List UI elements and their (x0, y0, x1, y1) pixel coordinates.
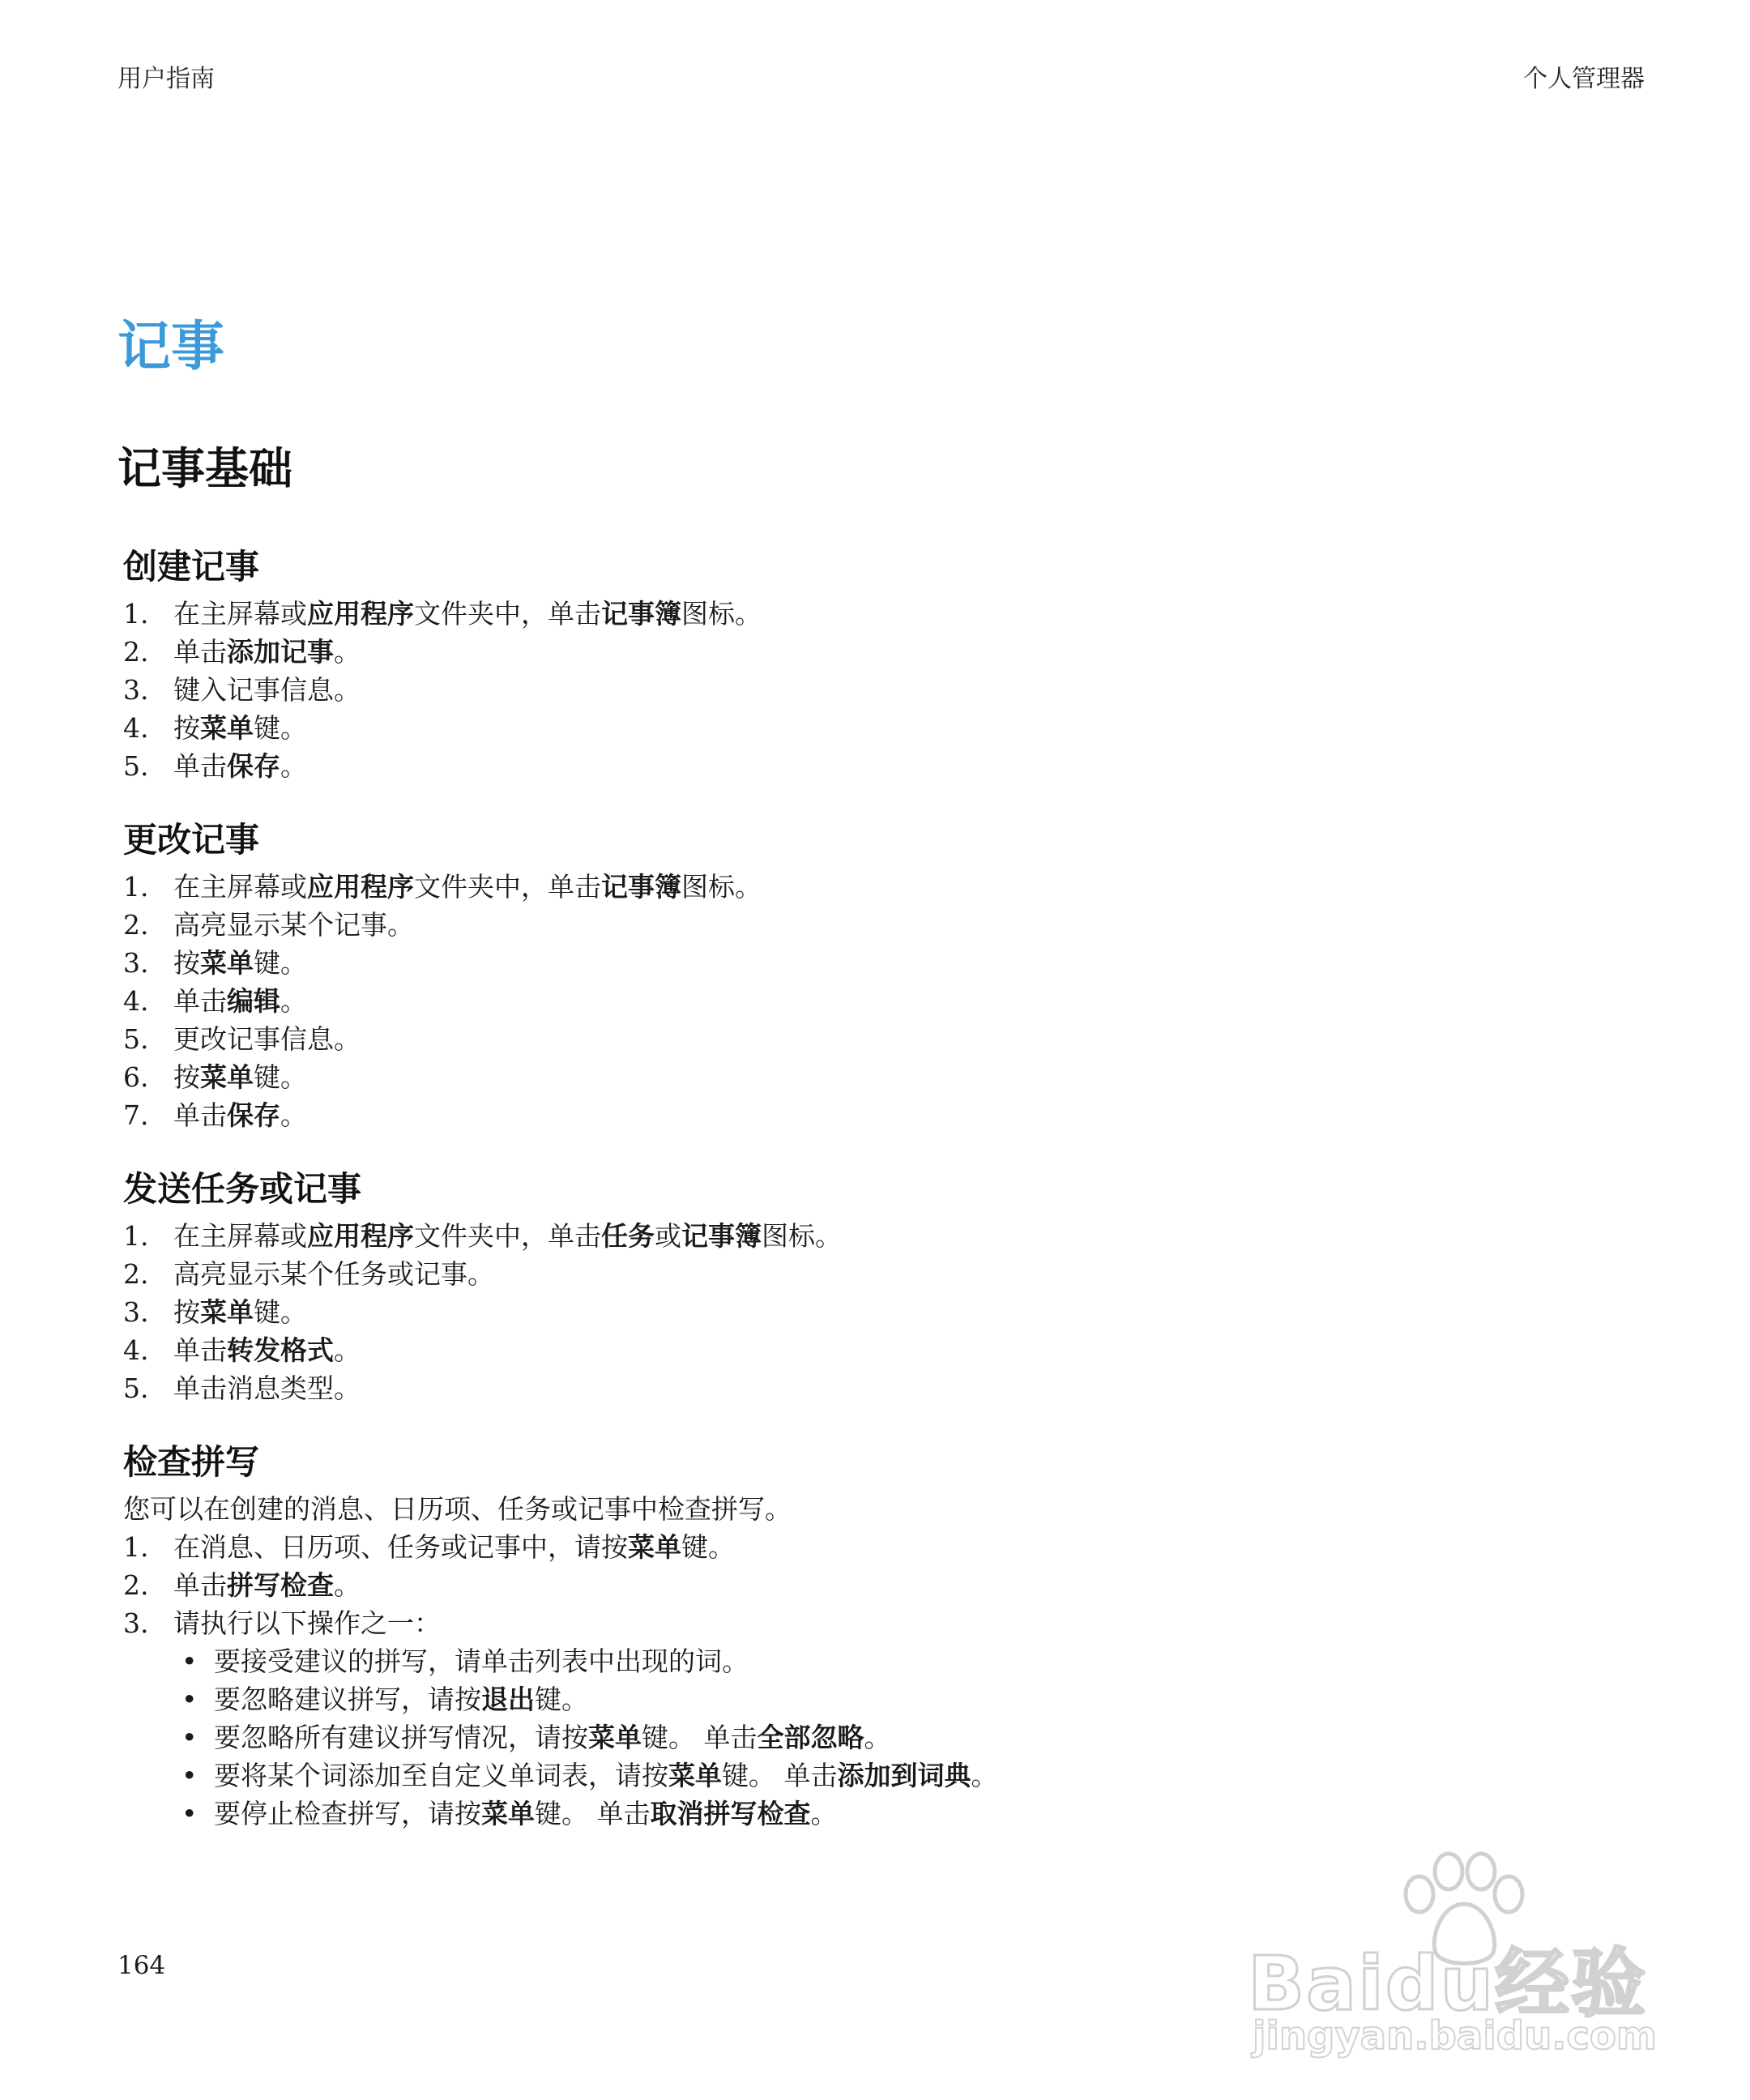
step-item: 3. 按菜单键。 (123, 1296, 307, 1328)
step-item: 3. 按菜单键。 (123, 947, 307, 979)
page-number: 164 (117, 1951, 166, 1980)
steps-list (123, 868, 1646, 1134)
bullet-item: • 要将某个词添加至自定义单词表，请按菜单键。 单击添加到词典。 (181, 1756, 1646, 1795)
step-item: 2. 单击拼写检查。 (123, 1569, 361, 1601)
chapter-title: 记事 (117, 315, 224, 378)
step-item: 5. 单击保存。 (123, 750, 307, 782)
subsection-title: 发送任务或记事 (123, 1169, 362, 1209)
section-title: 记事基础 (117, 443, 292, 494)
subsection-spell-check (123, 1440, 1646, 1833)
step-item: 1. 在消息、日历项、任务或记事中，请按菜单键。 (123, 1531, 735, 1563)
header-chapter-name: 个人管理器 (1523, 65, 1645, 93)
document-body (123, 544, 1646, 1865)
step-item: 2. 单击添加记事。 (123, 636, 361, 668)
bullet-item: • 要忽略所有建议拼写情况，请按菜单键。 单击全部忽略。 (181, 1718, 1646, 1756)
step-item: 6. 按菜单键。 (123, 1061, 307, 1093)
subsection-title: 检查拼写 (123, 1442, 260, 1482)
steps-list (123, 1217, 1646, 1407)
watermark-url-text: jingyan.baidu.com (1253, 2013, 1657, 2059)
step-item: 7. 单击保存。 (123, 1099, 307, 1131)
step-item: 4. 按菜单键。 (123, 712, 307, 744)
bullet-list (123, 1642, 1646, 1833)
step-item: 3. 键入记事信息。 (123, 674, 361, 706)
subsection-send-task-or-note (123, 1167, 1646, 1407)
step-item: 4. 单击编辑。 (123, 985, 307, 1017)
steps-list (123, 595, 1646, 785)
step-item: 5. 单击消息类型。 (123, 1372, 361, 1404)
subsection-create-note (123, 544, 1646, 785)
bullet-item: • 要接受建议的拼写，请单击列表中出现的词。 (181, 1642, 1646, 1680)
subsection-change-note (123, 817, 1646, 1134)
step-item: 1. 在主屏幕或应用程序文件夹中，单击记事簿图标。 (123, 598, 762, 630)
step-item: 2. 高亮显示某个任务或记事。 (123, 1258, 494, 1290)
header-guide-title: 用户指南 (117, 65, 215, 93)
steps-list (123, 1528, 1646, 1642)
watermark-brand-text: Baidu经验 (1248, 1940, 1648, 2027)
step-item: 4. 单击转发格式。 (123, 1334, 361, 1366)
baidu-jingyan-watermark (1248, 1847, 1685, 2058)
intro-paragraph: 您可以在创建的消息、日历项、任务或记事中检查拼写。 (123, 1493, 792, 1525)
bullet-item: • 要停止检查拼写，请按菜单键。 单击取消拼写检查。 (181, 1795, 1646, 1833)
step-item: 2. 高亮显示某个记事。 (123, 909, 414, 941)
bullet-item: • 要忽略建议拼写，请按退出键。 (181, 1680, 1646, 1718)
step-item: 3. 请执行以下操作之一： (123, 1607, 441, 1639)
step-item: 5. 更改记事信息。 (123, 1023, 361, 1055)
step-item: 1. 在主屏幕或应用程序文件夹中，单击记事簿图标。 (123, 871, 762, 903)
subsection-title: 创建记事 (123, 547, 260, 587)
subsection-title: 更改记事 (123, 820, 260, 860)
step-item: 1. 在主屏幕或应用程序文件夹中，单击任务或记事簿图标。 (123, 1220, 842, 1252)
